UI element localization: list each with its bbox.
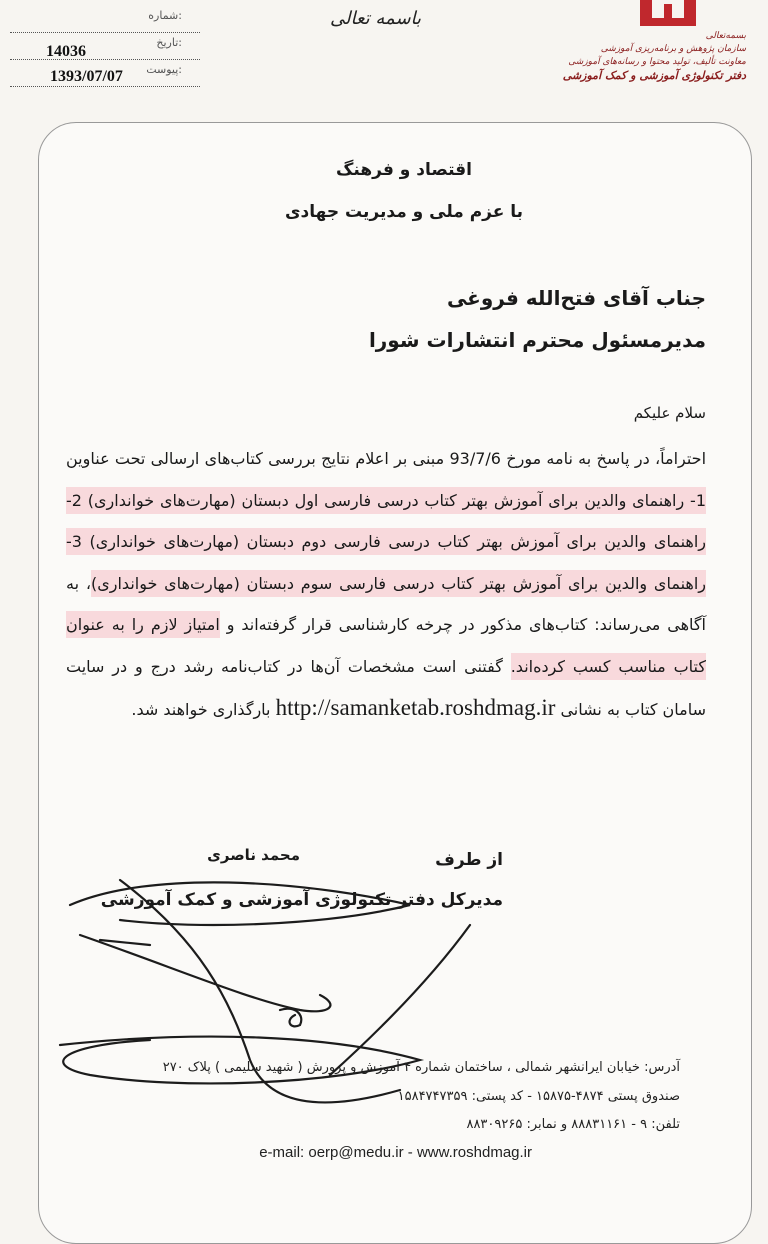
greeting: سلام علیکم — [633, 404, 706, 422]
attachment-label: پیوست: — [146, 63, 182, 76]
number-field — [10, 6, 200, 33]
footer-address: آدرس: خیابان ایرانشهر شمالی ، ساختمان شماره ۴ آموزش و پرورش ( شهید سلیمی ) پلاک ۲۷۰ — [162, 1060, 680, 1075]
org-line-3: معاونت تألیف، تولید محتوا و رسانه‌های آموزشی — [568, 57, 746, 67]
date-field — [10, 33, 200, 60]
body-end: بارگذاری خواهند شد. — [131, 700, 276, 719]
body-intro: احتراماً، در پاسخ به نامه مورخ 93/7/6 مبنی بر اعلام نتایج بررسی کتاب‌های ارسالی تحت عناوین — [66, 449, 707, 468]
number-label: شماره: — [148, 9, 182, 22]
signer-name: محمد ناصری — [207, 846, 300, 864]
footer-phone: تلفن: ۹ - ۸۸۸۳۱۱۶۱ و نمابر: ۸۸۳۰۹۲۶۵ — [466, 1117, 680, 1132]
date-value: 1393/07/07 — [50, 68, 123, 85]
letter-meta — [10, 6, 200, 87]
ministry-logo-icon — [638, 0, 698, 28]
org-line-2: سازمان پژوهش و برنامه‌ریزی آموزشی — [600, 44, 746, 54]
footer-web[interactable]: e-mail: oerp@medu.ir - www.roshdmag.ir — [259, 1144, 532, 1161]
recipient-name: جناب آقای فتح‌الله فروغی — [446, 286, 706, 310]
bismillah-heading: باسمه تعالی — [330, 8, 422, 29]
org-line-4: دفتر تکنولوژی آموزشی و کمک آموزشی — [562, 69, 746, 82]
approval-highlight: امتیاز لازم را به عنوان کتاب مناسب کسب کرده‌اند. — [66, 611, 706, 680]
attachment-field — [10, 60, 200, 87]
organization-block — [546, 30, 746, 82]
date-label: تاریخ: — [156, 36, 182, 49]
org-line-1: بسمه‌تعالی — [705, 31, 746, 41]
slogan-line-1: اقتصاد و فرهنگ — [336, 160, 472, 180]
number-value: 14036 — [46, 43, 86, 60]
letter-body — [66, 438, 706, 731]
footer-postal: صندوق پستی ۴۸۷۴-۱۵۸۷۵ - کد پستی: ۱۵۸۴۷۴۷۳۵۹ — [397, 1089, 680, 1104]
slogan-line-2: با عزم ملی و مدیریت جهادی — [284, 202, 524, 222]
book-titles-highlight: 1- راهنمای والدین برای آموزش بهتر کتاب درسی فارسی اول دبستان (مهارت‌های خوانداری) 2- راهنمای والدین برای آموزش بهتر کتاب درسی فارسی دوم دبستان (مهارت‌های خوانداری) 3- راهنمای والدین برای آموزش بهتر کتاب درسی فارسی سوم دبستان (مهارت‌های خوانداری) — [66, 487, 706, 597]
body-continued: گفتنی است مشخصات آن‌ها در کتاب‌نامه رشد درج و در سایت سامان کتاب به نشانی — [66, 656, 706, 719]
signer-title: مدیرکل دفتر تکنولوژی آموزشی و کمک آموزشی — [100, 890, 503, 910]
recipient-title: مدیرمسئول محترم انتشارات شورا — [368, 328, 706, 352]
website-link[interactable]: http://samanketab.roshdmag.ir — [275, 695, 556, 720]
from-label: از طرف — [435, 850, 503, 870]
body-middle: ، به آگاهی می‌رساند: کتاب‌های مذکور در چرخه کارشناسی قرار گرفته‌اند و — [66, 573, 706, 634]
